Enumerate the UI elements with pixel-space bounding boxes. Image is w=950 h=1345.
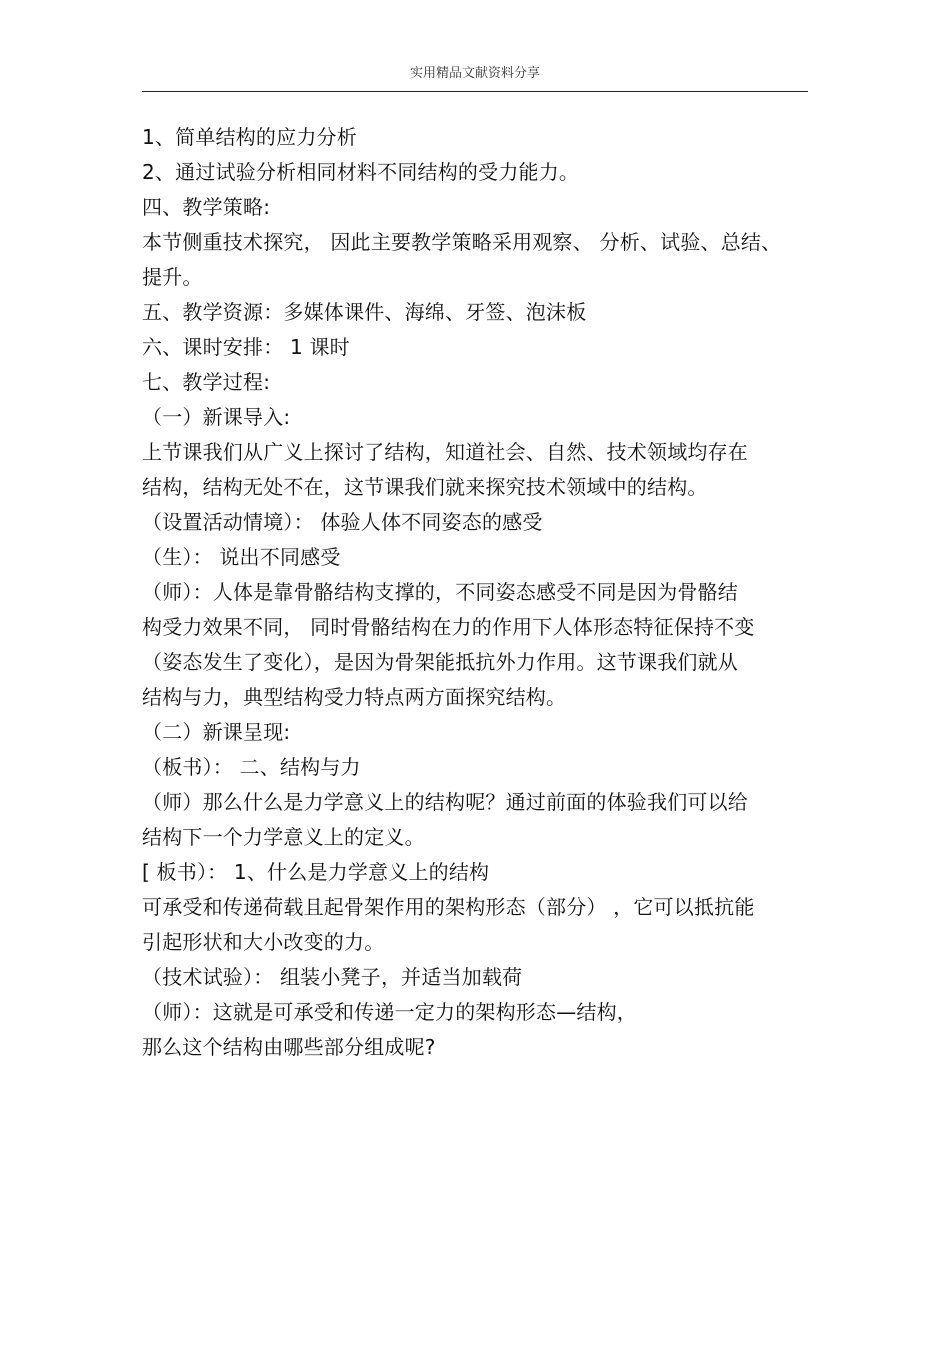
text-line: 2、通过试验分析相同材料不同结构的受力能力。	[142, 160, 580, 184]
text-line: 提升。	[142, 265, 203, 289]
subsection-heading: （一）新课导入:	[142, 405, 291, 429]
text-line: 那么这个结构由哪些部分组成呢?	[142, 1035, 436, 1059]
text-line: 可承受和传递荷载且起骨架作用的架构形态（部分） ，它可以抵抗能	[142, 895, 755, 919]
subsection-heading: （二）新课呈现:	[142, 720, 291, 744]
text-line: （生）： 说出不同感受	[142, 545, 341, 569]
text-line: （师）那么什么是力学意义上的结构呢？通过前面的体验我们可以给	[142, 790, 748, 814]
text-line: 结构下一个力学意义上的定义。	[142, 825, 425, 849]
text-line: （师）：人体是靠骨骼结构支撑的，不同姿态感受不同是因为骨骼结	[142, 580, 738, 604]
text-line: （技术试验）： 组装小凳子，并适当加载荷	[142, 965, 523, 989]
text-line: 引起形状和大小改变的力。	[142, 930, 385, 954]
page-header: 实用精品文献资料分享	[409, 66, 540, 81]
section-heading: 四、教学策略:	[142, 195, 271, 219]
text-line: 本节侧重技术探究， 因此主要教学策略采用观察、 分析、试验、总结、	[142, 230, 782, 254]
text-line: 结构与力，典型结构受力特点两方面探究结构。	[142, 685, 567, 709]
document-body	[142, 120, 822, 1065]
section-heading: 七、教学过程:	[142, 370, 271, 394]
text-line: 构受力效果不同， 同时骨骼结构在力的作用下人体形态特征保持不变	[142, 615, 755, 639]
section-heading: 五、教学资源：多媒体课件、海绵、牙签、泡沫板	[142, 300, 587, 324]
text-line: （姿态发生了变化），是因为骨架能抵抗外力作用。这节课我们就从	[142, 650, 738, 674]
text-line: （设置活动情境）： 体验人体不同姿态的感受	[142, 510, 543, 534]
text-line: （板书）： 二、结构与力	[142, 755, 361, 779]
text-line: 结构，结构无处不在，这节课我们就来探究技术领域中的结构。	[142, 475, 708, 499]
text-line: [ 板书）： 1、什么是力学意义上的结构	[142, 860, 490, 884]
header-rule	[142, 91, 808, 92]
text-line: 上节课我们从广义上探讨了结构，知道社会、自然、技术领域均存在	[142, 440, 748, 464]
text-line: 1、简单结构的应力分析	[142, 125, 357, 149]
section-heading: 六、课时安排： 1 课时	[142, 335, 350, 359]
text-line: （师）：这就是可承受和传递一定力的架构形态—结构，	[142, 1000, 637, 1024]
